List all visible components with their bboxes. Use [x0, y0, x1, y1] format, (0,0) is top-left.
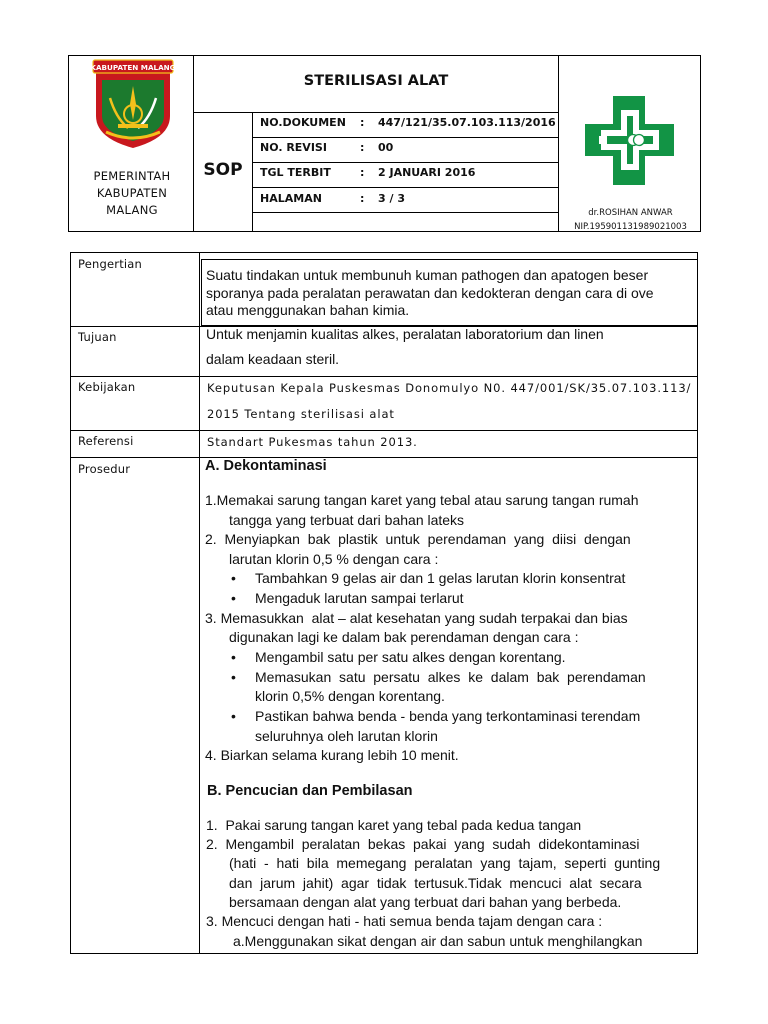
meta-label: TGL TERBIT: [260, 166, 331, 179]
row-label-referensi: Referensi: [78, 434, 134, 448]
text-line: dalam keadaan steril.: [206, 350, 340, 367]
row-label-kebijakan: Kebijakan: [78, 380, 136, 394]
text-line: sporanya pada peralatan perawatan dan kedokteran dengan cara di ove: [206, 284, 654, 301]
tujuan-text: [206, 325, 696, 369]
logo-lettering: KABUPATEN MALANG: [90, 63, 176, 72]
meta-colon: :: [360, 116, 365, 129]
puskesmas-logo: [583, 94, 676, 187]
meta-colon: :: [360, 192, 365, 205]
step-a4: 4. Biarkan selama kurang lebih 10 menit.: [205, 747, 459, 763]
organization-name: [70, 168, 194, 219]
meta-label: NO.DOKUMEN: [260, 116, 346, 129]
table-border: [201, 259, 202, 326]
row-label-tujuan: Tujuan: [78, 330, 117, 344]
section-b-heading: B. Pencucian dan Pembilasan: [207, 783, 413, 799]
org-line: MALANG: [106, 203, 158, 217]
row-label-prosedur: Prosedur: [78, 462, 131, 476]
step-b2-cont: dan jarum jahit) agar tidak tertusuk.Tidak mencuci alat secara: [229, 875, 642, 891]
bullet-item: • Mengaduk larutan sampai terlarut: [255, 589, 464, 609]
row-divider: [70, 430, 698, 431]
signer-name: dr.ROSIHAN ANWAR: [588, 208, 673, 218]
table-border: [199, 252, 200, 954]
bullet-item: • Pastikan bahwa benda - benda yang terkontaminasi terendam: [255, 707, 640, 727]
text-line: Untuk menjamin kualitas alkes, peralatan laboratorium dan linen: [206, 326, 604, 342]
header-divider: [252, 162, 558, 163]
kabupaten-malang-logo: [88, 58, 178, 150]
text-line: 2015 Tentang sterilisasi alat: [207, 407, 395, 421]
sop-label: SOP: [203, 160, 243, 180]
meta-value: 3 / 3: [378, 192, 405, 205]
signer-block: [560, 206, 701, 234]
meta-value: 447/121/35.07.103.113/2016: [378, 116, 556, 129]
step-a2: 2. Menyiapkan bak plastik untuk perendaman yang diisi dengan: [205, 531, 631, 547]
meta-row-no-dokumen: [258, 116, 558, 136]
table-border: [70, 252, 697, 253]
step-a1: 1.Memakai sarung tangan karet yang tebal atau sarung tangan rumah: [205, 492, 639, 508]
referensi-text: Standart Pukesmas tahun 2013.: [207, 435, 418, 449]
header-divider: [252, 137, 558, 138]
org-line: PEMERINTAH: [93, 169, 171, 183]
step-a3: 3. Memasukkan alat – alat kesehatan yang sudah terpakai dan bias: [205, 610, 628, 626]
section-a-heading: A. Dekontaminasi: [205, 458, 327, 474]
meta-value: 2 JANUARI 2016: [378, 166, 476, 179]
meta-label: NO. REVISI: [260, 141, 327, 154]
step-b3: 3. Mencuci dengan hati - hati semua benda tajam dengan cara :: [206, 913, 603, 929]
bullet-item: • Mengambil satu per satu alkes dengan korentang.: [255, 648, 566, 668]
header-divider: [558, 55, 559, 232]
header-divider: [252, 112, 253, 232]
step-b1: 1. Pakai sarung tangan karet yang tebal pada kedua tangan: [206, 817, 582, 833]
step-a3-cont: digunakan lagi ke dalam bak perendaman dengan cara :: [229, 629, 579, 645]
meta-colon: :: [360, 166, 365, 179]
meta-value: 00: [378, 141, 394, 154]
document-title: STERILISASI ALAT: [303, 73, 449, 89]
step-b3-a: a.Menggunakan sikat dengan air dan sabun untuk menghilangkan: [233, 933, 643, 949]
signer-nip: NIP.195901131989021003: [574, 222, 687, 232]
org-line: KABUPATEN: [96, 186, 168, 200]
table-border: [70, 953, 698, 954]
meta-colon: :: [360, 141, 365, 154]
header-divider: [252, 187, 558, 188]
kebijakan-text: [207, 381, 697, 421]
bullet-item: • Tambahkan 9 gelas air dan 1 gelas larutan klorin konsentrat: [255, 569, 625, 589]
row-divider: [70, 457, 698, 458]
header-divider: [193, 112, 558, 113]
row-divider: [70, 376, 698, 377]
header-divider: [252, 212, 558, 213]
meta-row-halaman: [258, 192, 558, 212]
step-b2-cont: (hati - hati bila memegang peralatan yang tajam, seperti gunting: [229, 855, 661, 871]
table-border: [697, 252, 698, 954]
bullet-item-cont: seluruhnya oleh larutan klorin: [255, 728, 438, 744]
pengertian-text: [206, 266, 698, 321]
text-line: atau menggunakan bahan kimia.: [206, 302, 410, 318]
meta-row-tgl-terbit: [258, 166, 558, 186]
text-line: Keputusan Kepala Puskesmas Donomulyo N0. 447/001/SK/35.07.103.113/: [207, 381, 692, 395]
step-b2-cont: bersamaan dengan alat yang terbuat dari bahan yang berbeda.: [229, 894, 622, 910]
step-a2-cont: larutan klorin 0,5 % dengan cara :: [229, 551, 439, 567]
row-label-pengertian: Pengertian: [78, 257, 143, 271]
step-a1-cont: tangga yang terbuat dari bahan lateks: [229, 512, 465, 528]
step-b2: 2. Mengambil peralatan bekas pakai yang sudah didekontaminasi: [206, 836, 640, 852]
meta-row-no-revisi: [258, 141, 558, 161]
table-border: [201, 259, 697, 260]
bullet-item-cont: klorin 0,5% dengan korentang.: [255, 688, 445, 704]
table-border: [70, 252, 71, 954]
bullet-item: • Memasukan satu persatu alkes ke dalam bak perendaman: [255, 668, 646, 688]
meta-label: HALAMAN: [260, 192, 322, 205]
text-line: Suatu tindakan untuk membunuh kuman pathogen dan apatogen beser: [206, 267, 649, 283]
